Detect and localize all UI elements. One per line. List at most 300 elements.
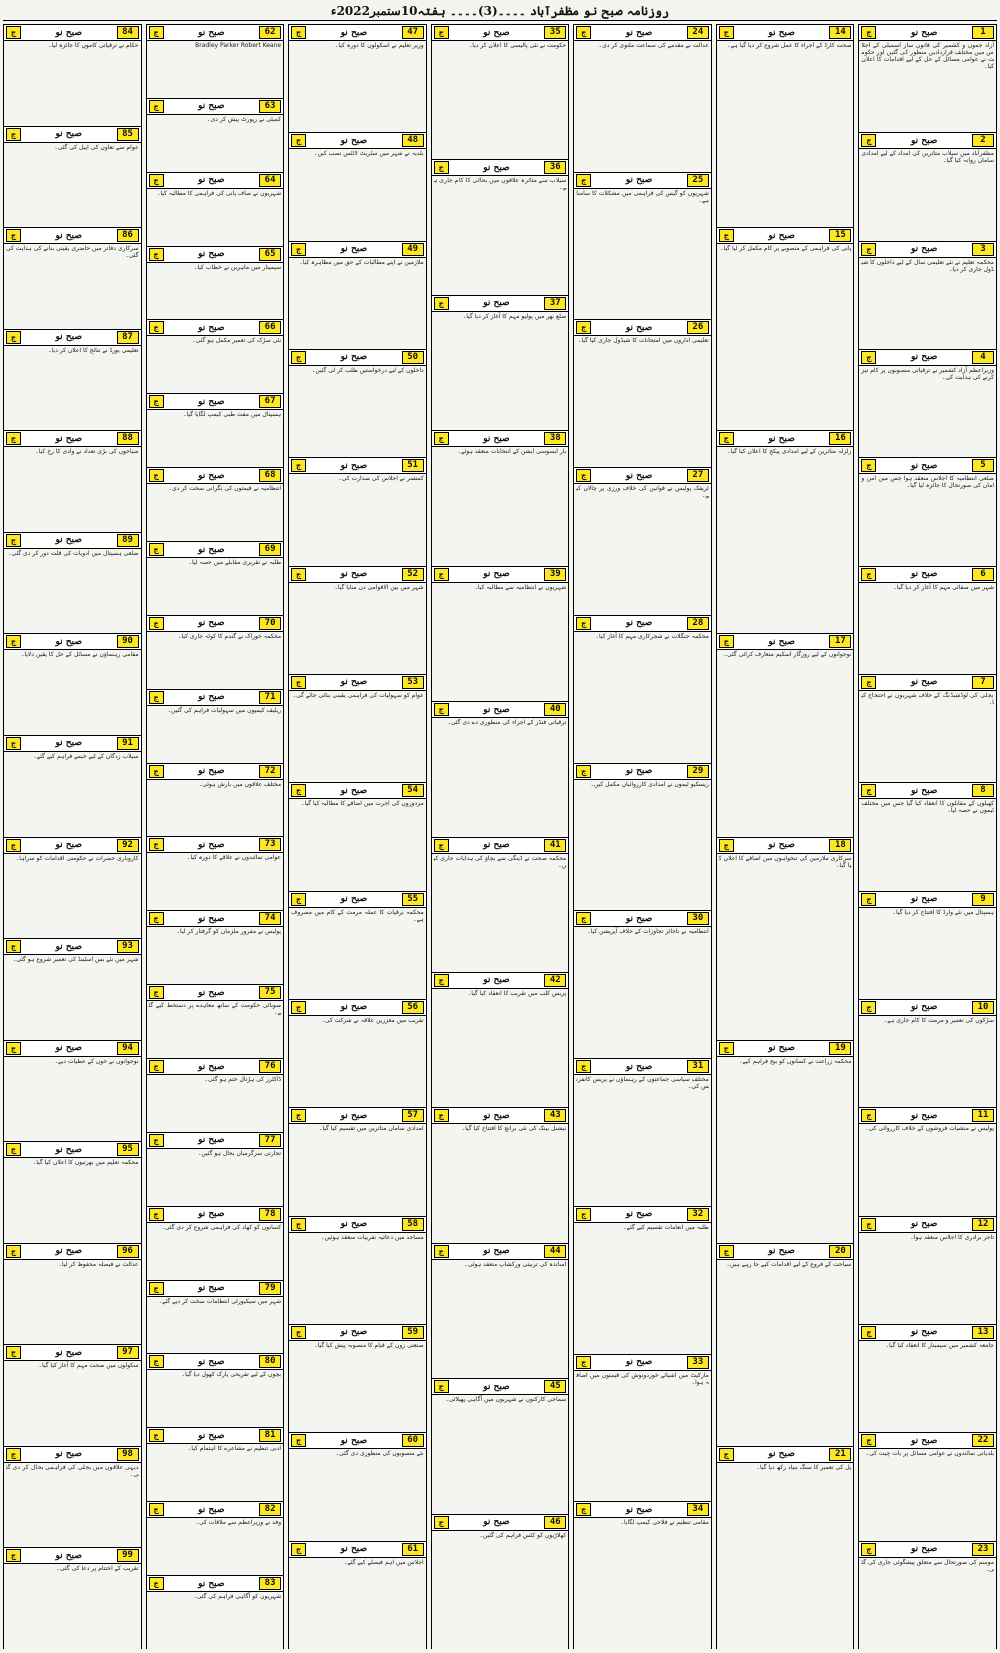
brand-label: صبح نو bbox=[340, 244, 368, 255]
news-item-header bbox=[4, 24, 141, 41]
news-item-text: بچوں کے لیے تفریحی پارک کھول دیا گیا۔ bbox=[181, 1371, 282, 1379]
brand-label: صبح نو bbox=[483, 1517, 510, 1528]
news-item bbox=[289, 999, 426, 1107]
category-badge: ج bbox=[434, 703, 449, 716]
category-badge: ج bbox=[149, 469, 164, 482]
news-item bbox=[289, 24, 426, 132]
news-item-text: عوام سے تعاون کی اپیل کی گئی۔ bbox=[54, 143, 139, 151]
brand-label: صبح نو bbox=[55, 1550, 82, 1561]
news-item-header bbox=[147, 467, 284, 484]
news-item-text: عدالت نے مقدمے کی سماعت ملتوی کر دی۔ bbox=[598, 42, 709, 49]
news-item-header bbox=[147, 24, 284, 41]
news-item bbox=[574, 24, 711, 172]
news-item bbox=[147, 541, 284, 615]
brand-label: صبح نو bbox=[198, 1504, 225, 1515]
news-item-header bbox=[717, 1446, 854, 1463]
category-badge: ج bbox=[434, 432, 449, 445]
brand-label: صبح نو bbox=[910, 1544, 938, 1555]
column bbox=[3, 24, 142, 1649]
news-item bbox=[147, 1575, 284, 1649]
news-item-text: کسانوں کو کھاد کی فراہمی شروع کر دی گئی۔ bbox=[161, 1223, 282, 1231]
news-item bbox=[432, 1243, 569, 1378]
brand-label: صبح نو bbox=[910, 352, 938, 363]
news-item-text: آزاد جموں و کشمیر کی قانون ساز اسمبلی کے اجلاس میں مختلف قراردادیں منظور کی گئیں اور حکومت نے عوامی مسائل کے حل کے لیے اقدامات کا اعلان کیا۔ bbox=[861, 42, 994, 70]
news-item-number: 89 bbox=[117, 534, 139, 547]
news-item-header bbox=[859, 1432, 996, 1449]
news-item bbox=[147, 836, 284, 910]
brand-label: صبح نو bbox=[768, 1449, 795, 1460]
news-item-header bbox=[147, 615, 284, 632]
news-item-header bbox=[574, 763, 711, 780]
category-badge: ج bbox=[861, 1109, 876, 1122]
brand-label: صبح نو bbox=[768, 636, 795, 647]
news-item bbox=[432, 295, 569, 430]
brand-label: صبح نو bbox=[910, 1435, 938, 1446]
category-badge: ج bbox=[149, 1134, 164, 1147]
news-item-text: نوجوانوں کے لیے روزگار اسکیم متعارف کرائی گئی۔ bbox=[723, 651, 852, 659]
category-badge: ج bbox=[291, 1218, 306, 1231]
news-item-number: 91 bbox=[117, 737, 139, 750]
news-item-text: محکمہ جنگلات نے شجرکاری مہم کا آغاز کیا۔ bbox=[595, 632, 709, 640]
brand-label: صبح نو bbox=[198, 1135, 225, 1146]
news-item bbox=[4, 430, 141, 532]
news-item bbox=[147, 1206, 284, 1280]
news-item-number: 90 bbox=[117, 635, 139, 648]
category-badge: ج bbox=[149, 1503, 164, 1516]
news-item-number: 77 bbox=[259, 1134, 281, 1147]
brand-label: صبح نو bbox=[55, 636, 82, 647]
news-item-number: 14 bbox=[829, 26, 851, 39]
brand-label: صبح نو bbox=[340, 677, 368, 688]
news-item-header bbox=[147, 319, 284, 336]
news-item bbox=[4, 532, 141, 634]
news-item-number: 52 bbox=[402, 568, 424, 581]
news-item-header bbox=[4, 1243, 141, 1260]
news-item-number: 12 bbox=[972, 1218, 994, 1231]
news-item bbox=[859, 891, 996, 999]
news-item-text: داخلوں کے لیے درخواستیں طلب کر لی گئیں۔ bbox=[311, 366, 424, 374]
news-item-text: پانی کی فراہمی کے منصوبے پر کام مکمل کر لیا گیا۔ bbox=[720, 245, 852, 253]
category-badge: ج bbox=[6, 635, 21, 648]
news-item-header bbox=[432, 701, 569, 718]
news-item bbox=[147, 1058, 284, 1132]
brand-label: صبح نو bbox=[768, 1043, 795, 1054]
news-item bbox=[717, 837, 854, 1040]
brand-label: صبح نو bbox=[198, 1356, 225, 1367]
category-badge: ج bbox=[149, 1577, 164, 1590]
news-item-header bbox=[432, 972, 569, 989]
category-badge: ج bbox=[434, 1245, 449, 1258]
news-item-number: 18 bbox=[829, 839, 851, 852]
news-item-text: امدادی سامان متاثرین میں تقسیم کیا گیا۔ bbox=[318, 1125, 424, 1133]
news-item-text: بار ایسوسی ایشن کے انتخابات منعقد ہوئے۔ bbox=[457, 448, 567, 456]
brand-label: صبح نو bbox=[198, 618, 225, 629]
news-item bbox=[859, 349, 996, 457]
news-item-text: حکام نے ترقیاتی کاموں کا جائزہ لیا۔ bbox=[48, 42, 139, 49]
news-item-header bbox=[432, 566, 569, 583]
brand-label: صبح نو bbox=[55, 535, 82, 546]
news-item-header bbox=[717, 633, 854, 650]
news-item-header bbox=[289, 566, 426, 583]
category-badge: ج bbox=[434, 974, 449, 987]
brand-label: صبح نو bbox=[340, 1002, 368, 1013]
news-item-number: 34 bbox=[687, 1503, 709, 1516]
news-item-number: 45 bbox=[544, 1380, 566, 1393]
news-item-text: مارکیٹ میں اشیائے خوردونوش کی قیمتوں میں اضافہ ہوا۔ bbox=[576, 1371, 709, 1386]
news-item-text: وفد نے وزیراعظم سے ملاقات کی۔ bbox=[195, 1519, 282, 1527]
category-badge: ج bbox=[434, 568, 449, 581]
category-badge: ج bbox=[149, 617, 164, 630]
category-badge: ج bbox=[291, 1109, 306, 1122]
category-badge: ج bbox=[291, 1434, 306, 1447]
news-item-text: مساجد میں دعائیہ تقریبات منعقد ہوئیں۔ bbox=[320, 1233, 424, 1241]
news-item bbox=[859, 457, 996, 565]
news-item bbox=[432, 24, 569, 159]
brand-label: صبح نو bbox=[483, 840, 510, 851]
news-item bbox=[289, 132, 426, 240]
brand-label: صبح نو bbox=[198, 544, 225, 555]
brand-label: صبح نو bbox=[198, 1283, 225, 1294]
news-item-text: پل کی تعمیر کا سنگ بنیاد رکھ دیا گیا۔ bbox=[756, 1463, 852, 1471]
news-item-header bbox=[432, 159, 569, 176]
news-item-header bbox=[289, 1541, 426, 1558]
news-item-number: 94 bbox=[117, 1042, 139, 1055]
news-item-text: شہر میں بین الاقوامی دن منایا گیا۔ bbox=[334, 583, 424, 591]
news-item-number: 93 bbox=[117, 940, 139, 953]
news-item-text: پریس کلب میں تقریب کا انعقاد کیا گیا۔ bbox=[467, 989, 567, 997]
news-item bbox=[147, 1353, 284, 1427]
category-badge: ج bbox=[576, 174, 591, 187]
news-item-text: محکمہ برقیات کا عملہ مرمت کے کام میں مصروف ہے۔ bbox=[291, 908, 424, 923]
brand-label: صبح نو bbox=[198, 987, 225, 998]
category-badge: ج bbox=[149, 986, 164, 999]
news-item-number: 19 bbox=[829, 1042, 851, 1055]
news-item bbox=[4, 227, 141, 329]
brand-label: صبح نو bbox=[910, 894, 938, 905]
news-item-header bbox=[574, 172, 711, 189]
news-item-number: 11 bbox=[972, 1109, 994, 1122]
category-badge: ج bbox=[719, 635, 734, 648]
brand-label: صبح نو bbox=[340, 1110, 368, 1121]
news-item-header bbox=[574, 1501, 711, 1518]
brand-label: صبح نو bbox=[55, 1347, 82, 1358]
brand-label: صبح نو bbox=[55, 1449, 82, 1460]
news-item-header bbox=[717, 430, 854, 447]
news-item-text: سماجی کارکنوں نے شہریوں میں آگاہی پھیلائی۔ bbox=[445, 1396, 567, 1404]
news-item-text: وزیراعظم آزاد کشمیر نے ترقیاتی منصوبوں پر کام تیز کرنے کی ہدایت کی۔ bbox=[861, 366, 994, 381]
category-badge: ج bbox=[719, 229, 734, 242]
category-badge: ج bbox=[576, 26, 591, 39]
news-item-header bbox=[859, 132, 996, 149]
brand-label: صبح نو bbox=[483, 1381, 510, 1392]
news-item-text: تجارتی سرگرمیاں بحال ہو گئیں۔ bbox=[197, 1149, 282, 1157]
news-item bbox=[4, 837, 141, 939]
news-item-header bbox=[859, 349, 996, 366]
news-item-header bbox=[147, 1280, 284, 1297]
brand-label: صبح نو bbox=[198, 470, 225, 481]
news-item-header bbox=[717, 1243, 854, 1260]
news-item-header bbox=[574, 615, 711, 632]
brand-label: صبح نو bbox=[625, 1061, 653, 1072]
news-item-text: ہسپتال میں مفت طبی کیمپ لگایا گیا۔ bbox=[183, 411, 282, 419]
news-item-header bbox=[289, 241, 426, 258]
news-item-number: 64 bbox=[259, 174, 281, 187]
category-badge: ج bbox=[149, 321, 164, 334]
news-item-number: 72 bbox=[259, 765, 281, 778]
news-item-text: سکولوں میں صحت مہم کا آغاز کیا گیا۔ bbox=[38, 1362, 139, 1370]
news-item-header bbox=[432, 1243, 569, 1260]
news-item-text: تقریب میں معززین علاقہ نے شرکت کی۔ bbox=[321, 1016, 424, 1024]
news-item-number: 4 bbox=[972, 351, 994, 364]
news-item-header bbox=[859, 1541, 996, 1558]
brand-label: صبح نو bbox=[910, 677, 938, 688]
category-badge: ج bbox=[291, 134, 306, 147]
brand-label: صبح نو bbox=[625, 470, 653, 481]
news-item-text: نیشنل بینک کی نئی برانچ کا افتتاح کیا گیا۔ bbox=[461, 1125, 567, 1133]
news-item-number: 48 bbox=[402, 134, 424, 147]
news-item-number: 13 bbox=[972, 1326, 994, 1339]
category-badge: ج bbox=[291, 568, 306, 581]
news-item-header bbox=[432, 1378, 569, 1395]
brand-label: صبح نو bbox=[625, 175, 653, 186]
news-item-number: 7 bbox=[972, 676, 994, 689]
news-item bbox=[147, 98, 284, 172]
news-item-header bbox=[147, 1132, 284, 1149]
news-item bbox=[432, 1107, 569, 1242]
category-badge: ج bbox=[861, 459, 876, 472]
news-item-number: 92 bbox=[117, 839, 139, 852]
brand-label: صبح نو bbox=[768, 433, 795, 444]
category-badge: ج bbox=[434, 161, 449, 174]
news-item-number: 2 bbox=[972, 134, 994, 147]
news-item-text: تعلیمی بورڈ نے نتائج کا اعلان کر دیا۔ bbox=[48, 346, 139, 354]
category-badge: ج bbox=[719, 1042, 734, 1055]
category-badge: ج bbox=[861, 351, 876, 364]
news-item-header bbox=[4, 837, 141, 854]
column bbox=[716, 24, 855, 1649]
news-item-text: شہریوں کو گیس کی فراہمی میں مشکلات کا سامنا ہے۔ bbox=[576, 189, 709, 204]
news-item-header bbox=[432, 1514, 569, 1531]
column bbox=[431, 24, 570, 1649]
column bbox=[573, 24, 712, 1649]
news-item-header bbox=[147, 984, 284, 1001]
news-item-number: 74 bbox=[259, 912, 281, 925]
news-item bbox=[147, 615, 284, 689]
news-item bbox=[289, 674, 426, 782]
brand-label: صبح نو bbox=[55, 840, 82, 850]
brand-label: صبح نو bbox=[340, 1327, 368, 1338]
news-item-number: 35 bbox=[544, 26, 566, 39]
news-item-text: ملازمین نے اپنے مطالبات کے حق میں مظاہرہ کیا۔ bbox=[299, 258, 424, 266]
news-item-header bbox=[147, 910, 284, 927]
news-item-number: 24 bbox=[687, 26, 709, 39]
news-item-text: پولیس نے منشیات فروشوں کے خلاف کارروائی کی۔ bbox=[865, 1125, 994, 1133]
category-badge: ج bbox=[6, 1245, 21, 1258]
news-item-text: انتظامیہ نے ناجائز تجاوزات کے خلاف آپریشن کیا۔ bbox=[587, 928, 709, 936]
news-item-number: 26 bbox=[687, 321, 709, 334]
news-item-text: مظفرآباد میں سیلاب متاثرین کی امداد کے لیے امدادی سامان روانہ کیا گیا۔ bbox=[861, 150, 994, 165]
brand-label: صبح نو bbox=[483, 975, 510, 986]
news-item-header bbox=[4, 633, 141, 650]
brand-label: صبح نو bbox=[198, 913, 225, 924]
brand-label: صبح نو bbox=[768, 27, 795, 38]
news-item bbox=[147, 763, 284, 837]
news-item-text: سیاحت کے فروغ کے لیے اقدامات کیے جا رہے ہیں۔ bbox=[726, 1260, 852, 1268]
news-item bbox=[859, 24, 996, 132]
columns-container bbox=[3, 24, 997, 1649]
news-item bbox=[432, 837, 569, 972]
news-item-header bbox=[859, 674, 996, 691]
news-item-number: 40 bbox=[544, 703, 566, 716]
category-badge: ج bbox=[576, 1060, 591, 1073]
news-item-text: شہر میں سیکیورٹی انتظامات سخت کر دیے گئے۔ bbox=[158, 1297, 282, 1305]
news-item-header bbox=[717, 837, 854, 854]
news-item-header bbox=[859, 891, 996, 908]
brand-label: صبح نو bbox=[198, 1209, 225, 1220]
category-badge: ج bbox=[291, 26, 306, 39]
brand-label: صبح نو bbox=[625, 1504, 653, 1515]
news-item-number: 65 bbox=[259, 248, 281, 261]
news-item-header bbox=[289, 999, 426, 1016]
news-item-header bbox=[574, 910, 711, 927]
news-item bbox=[859, 1216, 996, 1324]
news-item-header bbox=[432, 430, 569, 447]
news-item-text: زلزلہ متاثرین کے لیے امدادی پیکج کا اعلان کیا گیا۔ bbox=[727, 448, 852, 456]
news-item-text: اساتذہ کی تربیتی ورکشاپ منعقد ہوئی۔ bbox=[464, 1260, 567, 1268]
news-item-header bbox=[289, 891, 426, 908]
news-item-header bbox=[147, 1427, 284, 1444]
news-item-header bbox=[4, 1547, 141, 1564]
news-item-number: 1 bbox=[972, 26, 994, 39]
category-badge: ج bbox=[291, 351, 306, 364]
news-item-text: مقامی تنظیم نے فلاحی کیمپ لگایا۔ bbox=[620, 1519, 709, 1527]
category-badge: ج bbox=[291, 676, 306, 689]
news-item-text: محکمہ زراعت نے کسانوں کو بیج فراہم کیے۔ bbox=[738, 1057, 852, 1065]
news-item-number: 69 bbox=[259, 543, 281, 556]
news-item-header bbox=[147, 98, 284, 115]
news-item bbox=[4, 1243, 141, 1345]
news-item-number: 15 bbox=[829, 229, 851, 242]
news-item bbox=[859, 782, 996, 890]
category-badge: ج bbox=[149, 1208, 164, 1221]
news-item-text: محکمہ تعلیم میں بھرتیوں کا اعلان کیا گیا۔ bbox=[32, 1159, 139, 1167]
category-badge: ج bbox=[149, 765, 164, 778]
news-item bbox=[147, 319, 284, 393]
news-item-text: صحت کارڈ کے اجراء کا عمل شروع کر دیا گیا ہے۔ bbox=[727, 42, 852, 49]
news-item bbox=[574, 1206, 711, 1354]
news-item-number: 78 bbox=[259, 1208, 281, 1221]
brand-label: صبح نو bbox=[910, 569, 938, 580]
brand-label: صبح نو bbox=[55, 230, 82, 241]
news-item-number: 73 bbox=[259, 838, 281, 851]
news-item bbox=[574, 1058, 711, 1206]
news-item-header bbox=[432, 837, 569, 854]
news-item-text: Bradley Parker Robert Keane bbox=[195, 42, 282, 49]
news-item-number: 22 bbox=[972, 1434, 994, 1447]
news-item-text: مختلف علاقوں میں بارش ہوئی۔ bbox=[198, 780, 282, 788]
category-badge: ج bbox=[6, 432, 21, 445]
category-badge: ج bbox=[6, 1042, 21, 1055]
news-item-text: پولیس نے مفرور ملزمان کو گرفتار کر لیا۔ bbox=[176, 928, 282, 936]
news-item-header bbox=[147, 763, 284, 780]
category-badge: ج bbox=[719, 432, 734, 445]
news-item-text: سیاحوں کی بڑی تعداد نے وادی کا رخ کیا۔ bbox=[35, 448, 139, 456]
news-item-text: کمشنر نے اجلاس کی صدارت کی۔ bbox=[338, 475, 424, 483]
news-item-number: 88 bbox=[117, 432, 139, 445]
brand-label: صبح نو bbox=[483, 1246, 510, 1257]
brand-label: صبح نو bbox=[55, 27, 82, 38]
news-item-number: 5 bbox=[972, 459, 994, 472]
brand-label: صبح نو bbox=[340, 894, 368, 905]
news-item-header bbox=[432, 295, 569, 312]
news-item-text: انتظامیہ نے قیمتوں کی نگرانی سخت کر دی۔ bbox=[168, 485, 282, 493]
news-item bbox=[147, 689, 284, 763]
news-item-text: صنعتی زون کے قیام کا منصوبہ پیش کیا گیا۔ bbox=[314, 1341, 424, 1349]
news-item-text: طلبہ نے تقریری مقابلے میں حصہ لیا۔ bbox=[188, 559, 282, 567]
news-item-text: ہسپتال میں نئے وارڈ کا افتتاح کر دیا گیا۔ bbox=[892, 908, 994, 916]
news-item-number: 20 bbox=[829, 1245, 851, 1258]
brand-label: صبح نو bbox=[910, 1219, 938, 1230]
news-item-number: 99 bbox=[117, 1549, 139, 1562]
news-item-text: کھلاڑیوں کو کٹس فراہم کی گئیں۔ bbox=[479, 1531, 567, 1539]
category-badge: ج bbox=[434, 297, 449, 310]
news-item bbox=[4, 1141, 141, 1243]
category-badge: ج bbox=[861, 26, 876, 39]
news-item-header bbox=[4, 227, 141, 244]
news-item-text: نوجوانوں نے خون کے عطیات دیے۔ bbox=[54, 1057, 139, 1065]
category-badge: ج bbox=[576, 469, 591, 482]
news-item-number: 33 bbox=[687, 1356, 709, 1369]
brand-label: صبح نو bbox=[910, 27, 938, 38]
category-badge: ج bbox=[861, 1001, 876, 1014]
news-item-number: 61 bbox=[402, 1543, 424, 1556]
brand-label: صبح نو bbox=[55, 941, 82, 952]
news-item-header bbox=[574, 467, 711, 484]
news-item-text: کمیٹی نے رپورٹ پیش کر دی۔ bbox=[207, 115, 282, 123]
news-item bbox=[289, 782, 426, 890]
news-item bbox=[432, 1514, 569, 1649]
category-badge: ج bbox=[6, 1549, 21, 1562]
news-item-text: محکمہ خوراک نے گندم کا کوٹہ جاری کیا۔ bbox=[177, 632, 282, 640]
news-item-number: 31 bbox=[687, 1060, 709, 1073]
brand-label: صبح نو bbox=[768, 1246, 795, 1257]
news-item-number: 60 bbox=[402, 1434, 424, 1447]
news-item-text: ڈاکٹرز کی ہڑتال ختم ہو گئی۔ bbox=[204, 1076, 282, 1084]
news-item bbox=[859, 1107, 996, 1215]
category-badge: ج bbox=[861, 1434, 876, 1447]
news-item-text: کاروباری حضرات نے حکومتی اقدامات کو سراہا۔ bbox=[15, 854, 139, 862]
news-item-number: 8 bbox=[972, 784, 994, 797]
news-item-number: 43 bbox=[544, 1109, 566, 1122]
brand-label: صبح نو bbox=[340, 1544, 368, 1555]
news-item-header bbox=[4, 430, 141, 447]
news-item-number: 84 bbox=[117, 26, 139, 39]
news-item-number: 6 bbox=[972, 568, 994, 581]
news-item-header bbox=[4, 532, 141, 549]
news-item-text: مزدوروں کی اجرت میں اضافے کا مطالبہ کیا گیا۔ bbox=[301, 800, 424, 808]
news-item bbox=[147, 393, 284, 467]
news-item-text: عدالت نے فیصلہ محفوظ کر لیا۔ bbox=[58, 1260, 139, 1268]
brand-label: صبح نو bbox=[55, 1043, 82, 1054]
news-item-header bbox=[147, 836, 284, 853]
news-item-header bbox=[717, 227, 854, 244]
news-item-header bbox=[574, 24, 711, 41]
news-item bbox=[574, 319, 711, 467]
category-badge: ج bbox=[576, 321, 591, 334]
column bbox=[858, 24, 997, 1649]
brand-label: صبح نو bbox=[198, 27, 225, 38]
category-badge: ج bbox=[861, 784, 876, 797]
